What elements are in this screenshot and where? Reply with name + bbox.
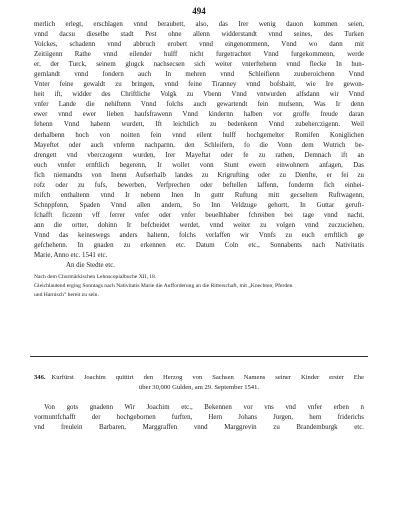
text-line: Zeitiigenn Rathe vnnd eilender hulff nicht furgetrachtet Vnnd furgekommenn, werde [34,51,364,59]
text-line: vnfer Lande die nehiftenn Vnnd folchs auch gewartendt fein mufsenn, Was Ir denn [34,101,364,109]
text-line: vnd freulein Barbaren, Marggraffen vnnd Marggrevin zu Brandemburgk etc. [34,424,364,432]
text-line: Vnnd das keineswegs anders haltenn, folchs verlaffen wir Vnnfs zu euch ernftlich ge [34,231,364,239]
closing-line: An die Stedte etc. [66,262,115,270]
text-line: fchafft ficzenn vff ferrer vnfer oder vnfer beuelhhaber fchreiben bei tage vnnd nacht, [34,211,364,219]
text-line: fehenn Vnnd habenn wurdett, Ift leichtlich zu bedenkenn Vnnd zubeherczigenn. Weil [34,121,364,129]
text-line: ann die ortter, dohinn Ir befcheidet werdet, vnnd weiter zu volgen vnnd zuczuciehen, [34,221,364,229]
text-line: Schnppfenn, Spaden Vnnd allen andern, So Inn Veldzuge gehortt, In Guttar geruft- [34,201,364,209]
entry-heading [34,373,364,393]
source-note: Gleichlautend erging Sonntags nach Nativitatis Marie die Aufforderung an die Ritterschaft, mit „Knechten, Pferden [34,283,293,290]
text-line: vormuntfchafft der hochgebornen furften, Hern Johans Jurgen, hern friderichs [34,414,364,422]
text-line: Von gots gnadenn Wir Joachim etc., Bekennen vor vns vnd vnfer erben n [44,404,364,412]
entry-number: 346. [34,374,46,382]
page-number: 494 [192,6,206,16]
text-line: Mayeftet oder auch vnfernn nachparnn, den Schleifern, fo die Vonn dem Wutrich be- [34,141,364,149]
text-line: Vnter feine gewaldt zu bringen, vnnd feine Tiranney vnnd bofsbaitt, wie Ire gewon- [34,81,364,89]
text-line: mifch enthaltenn vnnd Ir nebenn Inen In guttr Ruftung mitt gecseltem Ruftwagenn, [34,191,364,199]
source-notes [34,273,364,300]
text-line: ewer vnnd ewer lieben haufsfrawenn Vnnd kindernn halben vor groffe freude daran [34,111,364,119]
text-line: rofz oder zu fufs, bewerben, Verfprechen oder beftellen laffenn, fondernn fich einhei- [34,181,364,189]
letter-text [34,20,364,271]
text-line: euch vnnfer ernftlich begerenn, Ir wollet vonn Stunt ewern einwohnern anfagen, Das [34,161,364,169]
text-line: Volckes, schadenn vnnd abbruch erobert vnnd eingenommenn, Vnnd wo dann mit [34,41,364,49]
text-line: Marie, Anno etc. 1541 etc. [34,252,108,260]
section-divider [30,356,368,357]
text-line: derhalbenn hoch von noitten fein vnnd eilent hulff hochgemelter Romifen Koniglichen [34,131,364,139]
text-line: merlich erlegt, erschlagen vnnd beraubett, also, das Irer wenig dauon kommen seien, [34,21,364,28]
source-note: und Harnisch" bereit zu sein. [34,292,99,299]
text-line: vnnd dacsu dieselbe stadt Pest ohne allenn widderstandt vnnd seines, des Turken [34,31,364,39]
entry-body [34,403,364,433]
text-line: gefchehenn. In gnaden zu erkennen etc. Datum Coln etc., Sonnabents nach Nativitatis [34,242,364,250]
text-line: heit ift, widder des Chriftliche Volgk zu Vbenn Vnnd vntwurden alfsdann wir Vnnd [34,91,364,99]
text-line: er, der Turck, seinem glugck nachsecsen sich weiter vnterftehenn vnnd flecke In hun- [34,61,364,69]
source-note: Nach dem Churmärkischen Lehnscopialbuche XII, 18. [34,274,157,281]
entry-title-line: über 30,000 Gulden, am 29. September 1541. [138,384,260,392]
text-line: drengett vnd vberczogenn wurden, Irer Mayeftat oder fe zu rathen, Demnach ift an [34,151,364,159]
entry-title-line: Kurfürst Joachim quittirt den Herzog von Sachsen Namens seiner Kinder erster Ehe [51,374,364,382]
text-line: gernlandt vnnd fondern auch In mehren vnnd Schleifienn zuuberoichenn Vnnd [34,71,364,79]
text-line: fich niemandts von Inenn Aufserhalb landes zu Krigrufting oder zu Dienfte, er fei zu [34,171,364,179]
